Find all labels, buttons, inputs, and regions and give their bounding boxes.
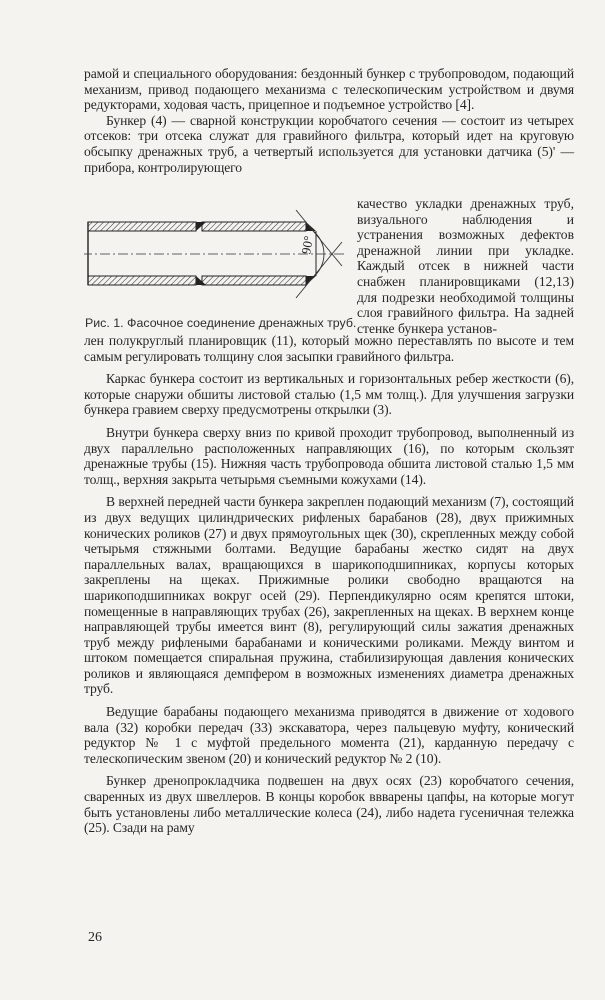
page-number: 26 [88,930,102,945]
angle-label: 90° [298,234,317,256]
paragraph-2-wrap: качество укладки дренажных труб, визуального наблюдения и устранения возможных дефектов дренажной линии при укладке. Каждый отсек в нижней части снабжен планировщиками (12,13) для подрезки необходимой толщины слоя гравийного фильтра. На задней стенке бункера установ- [357,196,574,336]
figure-1 [84,196,352,331]
paragraph-4: Внутри бункера сверху вниз по кривой проходит трубопровод, выполненный из двух параллельно расположенных направляющих (16), по которым скользят дренажные трубы (15). Нижняя часть трубопровода обшита листовой сталью 1,5 мм толщ., верхняя закрыта четырьмя съемными кожухами (14). [84,424,574,487]
figure-caption: Рис. 1. Фасочное соединение дренажных труб. [85,316,357,330]
paragraph-2-top: Бункер (4) — сварной конструкции коробчатого сечения — состоит из четырех отсеков: три отсека служат для гравийного фильтра, который идет на круговую обсыпку дренажных труб, а четвертый используется для установки датчика (5)' — прибора, контролирующего [84,112,574,175]
paragraph-7: Бункер дренопрокладчика подвешен на двух осях (23) коробчатого сечения, сваренных из двух швеллеров. В концы коробок ввварены цапфы, на которые могут быть установлены либо металлические колеса (24), либо надета гусеничная тележка (25). Сзади на раму [84,773,574,836]
paragraph-5: В верхней передней части бункера закреплен подающий механизм (7), состоящий из двух ведущих цилиндрических рифленых барабанов (28), двух прижимных конических роликов (27) и двух прямоугольных щек (30), скрепленных между собой четырьмя стяжными болтами. Ведущие барабаны жестко сидят на двух параллельных валах, вращающихся в шарикоподшипниках, корпусы которых закреплены на щеках. Прижимные ролики свободно вращаются на шарикоподшипниках вокруг осей (29). Перпендикулярно осям крепятся штоки, помещенные в направляющих трубах (26), закрепленных на щеках. В верхнем конце направляющей трубы имеется винт (8), регулирующий силы зажатия дренажных труб между рифлеными барабанами и коническими роликами. Между винтом и штоком помещается спиральная пружина, стабилизирующая давления конических роликов и являющаяся демпфером в возможных изменениях диаметра дренажных труб. [84,494,574,697]
paragraph-3: Каркас бункера состоит из вертикальных и горизонтальных ребер жесткости (6), которые снаружи обшиты листовой сталью (1,5 мм толщ.). Для улучшения загрузки бункера гравием сверху предусмотрены открылки (3). [84,371,574,418]
text-block-top [84,66,574,175]
paragraph-2-bottom: лен полукруглый планировщик (11), который можно переставлять по высоте и тем самым регулировать толщину слоя засыпки гравийного фильтра. [84,333,574,364]
text-block-bottom [84,333,574,836]
pipe-joint-drawing [84,196,352,316]
paragraph-1: рамой и специального оборудования: бездонный бункер с трубопроводом, подающий механизм, привод подающего механизма с телескопическим устройством и двумя редукторами, ходовая часть, прицепное и подъемное устройство [4]. [84,66,574,113]
paragraph-6: Ведущие барабаны подающего механизма приводятся в движение от ходового вала (32) коробки передач (33) экскаватора, через пальцевую муфту, конический редуктор № 1 с муфтой предельного момента (21), карданную передачу с телескопическим звеном (20) и конический редуктор № 2 (10). [84,704,574,766]
